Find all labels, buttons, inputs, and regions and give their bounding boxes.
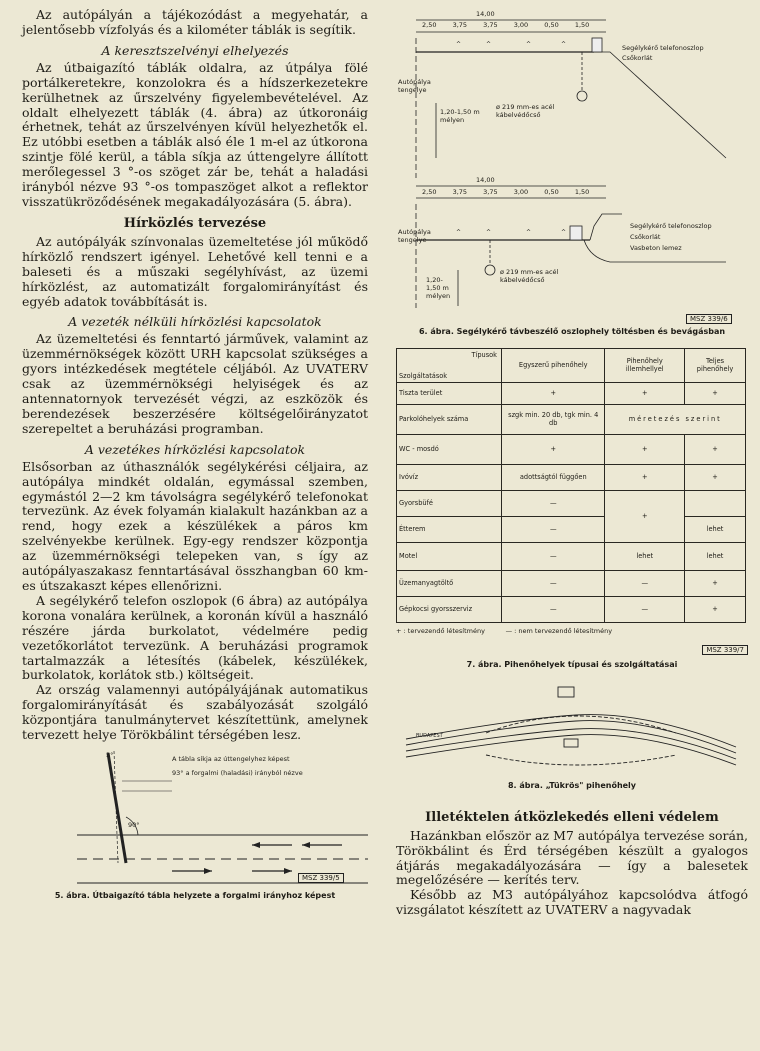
paragraph-protection-1: Hazánkban először az M7 autópálya tervezése során, Törökbálint és Érd térségében készült a gyalogos átjárás megakadályozására — így a balesetek megelőzésére — kerítés terv. (396, 827, 748, 888)
table-row: Gyorsbüfé — + (397, 490, 746, 516)
table-row: Étterem — lehet (397, 516, 746, 542)
figure-6-stamp: MSZ 339/6 (686, 306, 732, 325)
table-corner: Típusok Szolgáltatások (397, 348, 502, 382)
svg-text:^: ^ (486, 229, 492, 236)
figure-6-top-total: 14,00 (476, 10, 495, 18)
heading-cross-section: A keresztszelvényi elhelyezés (101, 42, 289, 58)
table-header-row (397, 348, 746, 382)
figure-5 (22, 751, 368, 889)
table-row: Ivóvíz adottságtól függően + + (397, 464, 746, 490)
table-row: WC - mosdó + + + (397, 434, 746, 464)
svg-text:^: ^ (456, 41, 462, 48)
figure-6-top-label-post: Segélykérő telefonoszlop (622, 44, 704, 52)
figure-6-bottom-dims: 2,50 3,75 3,75 3,00 0,50 1,50 (422, 188, 590, 196)
figure-5-stamp: MSZ 339/5 (298, 865, 344, 884)
figure-5-caption: 5. ábra. Útbaigazító tábla helyzete a forgalmi irányhoz képest (54, 890, 336, 900)
heading-protection: Illetéktelen átközlekedés elleni védelem (425, 809, 719, 825)
figure-8-budapest: BUDAPEST (416, 732, 443, 739)
figure-5-label-1: A tábla síkja az úttengelyhez képest (172, 754, 290, 763)
svg-text:^: ^ (561, 41, 567, 48)
heading-wireless: A vezeték nélküli hírközlési kapcsolatok (68, 314, 322, 330)
figure-6-bottom-depth: 1,20-1,50 m mélyen (426, 276, 451, 300)
svg-text:^: ^ (526, 229, 532, 236)
figure-6-top-label-rail: Csőkorlát (622, 54, 653, 62)
paragraph-wired-1: Elsősorban az úthasználók segélykérési céljaira, az autópálya mindkét oldalán, egymással szemben, egymástól 2—2 km távolságra segélykérő telefonokat tervezünk. Az évek folyamán kialakult hazánkban az a rend, hogy ezek a készülékek a páros km szelvényekbe kerülnek. Egy-egy rendszer központja az üzemmérnökségi telepeken van, s így az autópályaszakasz fenntartásával összhangban 60 km-es útszakaszt képes ellenőrizni. (22, 458, 368, 593)
figure-6-top-depth: 1,20-1,50 m mélyen (440, 108, 480, 124)
figure-8 (396, 679, 748, 794)
paragraph-wired-2: A segélykérő telefon oszlopok (6 ábra) az autópálya korona vonalára kerülnek, a koronán kívül a használó részére járda burkolatot, védelmére pedig vezetőkorlátot tervezünk. A beruházási programok tartalmazzák a létesítés (kábelek, készülékek, burkolatok, korlátok stb.) költségeit. (22, 592, 368, 683)
paragraph-sign-placement: Az útbaigazító táblák oldalra, az útpálya fölé portálkeretekre, konzolokra és a hídszerkezetekre kerülhetnek az űrszelvény figyelembevételével. Az oldalt elhelyezett táblák (4. ábra) az útkoronáig érhetnek, tehát az űrszelvényen kívül helyezhetők el. Ez utóbbi esetben a táblák alsó éle 1 m-el az útkorona szintje fölé kerül, a tábla síkja az úttengelyre állított merőlegessel 3 °-os szöget zár be, tehát a haladási irányból nézve 93 °-os tompaszöget alkot a reflektor visszatükröződésének megakadályozására (5. ábra). (22, 59, 368, 209)
figure-6-bottom-pipe: ø 219 mm-es acél kábelvédőcső (500, 268, 559, 284)
figure-6-top-axis: Autópálya tengelye (398, 78, 431, 94)
paragraph-communication: Az autópályák színvonalas üzemeltetése jól működő hírközlő rendszert igényel. Lehetővé kell tenni e a baleseti és a műszaki segélyhívást, az üzemi hírközlést, az automatizált forgalomirányítást és egyéb adatok továbbítását is. (22, 233, 368, 309)
svg-text:^: ^ (561, 229, 567, 236)
figure-6-top-pipe: ø 219 mm-es acél kábelvédőcső (496, 103, 555, 119)
heading-wired: A vezetékes hírközlési kapcsolatok (84, 441, 306, 457)
figure-6-bottom-label-slab: Vasbeton lemez (630, 244, 682, 252)
column-header: Egyszerű pihenőhely (502, 348, 605, 382)
paragraph-protection-2: Később az M3 autópályához kapcsolódva átfogó vizsgálatot készített az UVATERV a nagyvadak (396, 887, 748, 918)
figure-7-caption: 7. ábra. Pihenőhelyek típusai és szolgáltatásai (466, 659, 678, 669)
heading-communication: Hírközlés tervezése (123, 215, 267, 231)
column-header: Pihenőhely illemhellyel (605, 348, 685, 382)
figure-8-drawing (396, 679, 748, 779)
svg-text:^: ^ (456, 229, 462, 236)
right-column (396, 8, 748, 918)
figure-6 (396, 8, 748, 323)
table-row: Gépkocsi gyorsszerviz — — + (397, 596, 746, 622)
left-column (22, 8, 368, 904)
figure-8-caption: 8. ábra. „Tükrös" pihenőhely (507, 780, 637, 790)
figure-5-small-angle: 3° (106, 750, 114, 759)
figure-5-angle: 90° (128, 820, 140, 829)
svg-text:^: ^ (526, 41, 532, 48)
table-row: Parkolóhelyek száma szgk min. 20 db, tgk min. 4 db méretezés szerint (397, 404, 746, 434)
table-row: Üzemanyagtöltő — — + (397, 570, 746, 596)
figure-6-bottom-label-rail: Csőkorlát (630, 233, 661, 241)
column-header: Teljes pihenőhely (685, 348, 746, 382)
figure-6-bottom-total: 14,00 (476, 176, 495, 184)
table-row: Motel — lehet lehet (397, 542, 746, 570)
paragraph-orientation: Az autópályán a tájékozódást a megyehatár, a jelentősebb vízfolyás és a kilométer táblák is segítik. (22, 7, 368, 37)
figure-6-top-dims: 2,50 3,75 3,75 3,00 0,50 1,50 (422, 21, 590, 29)
figure-5-label-2: 93° a forgalmi (haladási) irányból nézve (172, 768, 303, 777)
paragraph-wireless: Az üzemeltetési és fenntartó járművek, valamint az üzemmérnökségek között URH kapcsolat szükséges a gyors intézkedések megtétele céljából. Az UVATERV csak az üzemmérnökségi helyiségek és az antennatornyok tervezését végzi, az eszközök és berendezések beszerzésére költségelőirányzatot szerepeltet a beruházási programban. (22, 331, 368, 436)
figure-7 (396, 348, 748, 673)
table-row: Tiszta terület + + + (397, 382, 746, 404)
svg-text:^: ^ (486, 41, 492, 48)
figure-7-stamp: MSZ 339/7 (396, 637, 748, 656)
paragraph-wired-3: Az ország valamennyi autópályájának automatikus forgalomirányítását és szabályozását szolgáló központjára tanulmánytervet készítettünk, amelynek tervezett helye Törökbálint térségében lesz. (22, 682, 368, 743)
figure-6-bottom-axis: Autópálya tengelye (398, 228, 431, 244)
service-table (396, 348, 746, 623)
figure-6-bottom-label-post: Segélykérő telefonoszlop (630, 222, 712, 230)
figure-6-caption: 6. ábra. Segélykérő távbeszélő oszlophely töltésben és bevágásban (418, 327, 726, 336)
table-legend: + : tervezendő létesítmény — : nem tervezendő létesítmény (396, 626, 613, 635)
